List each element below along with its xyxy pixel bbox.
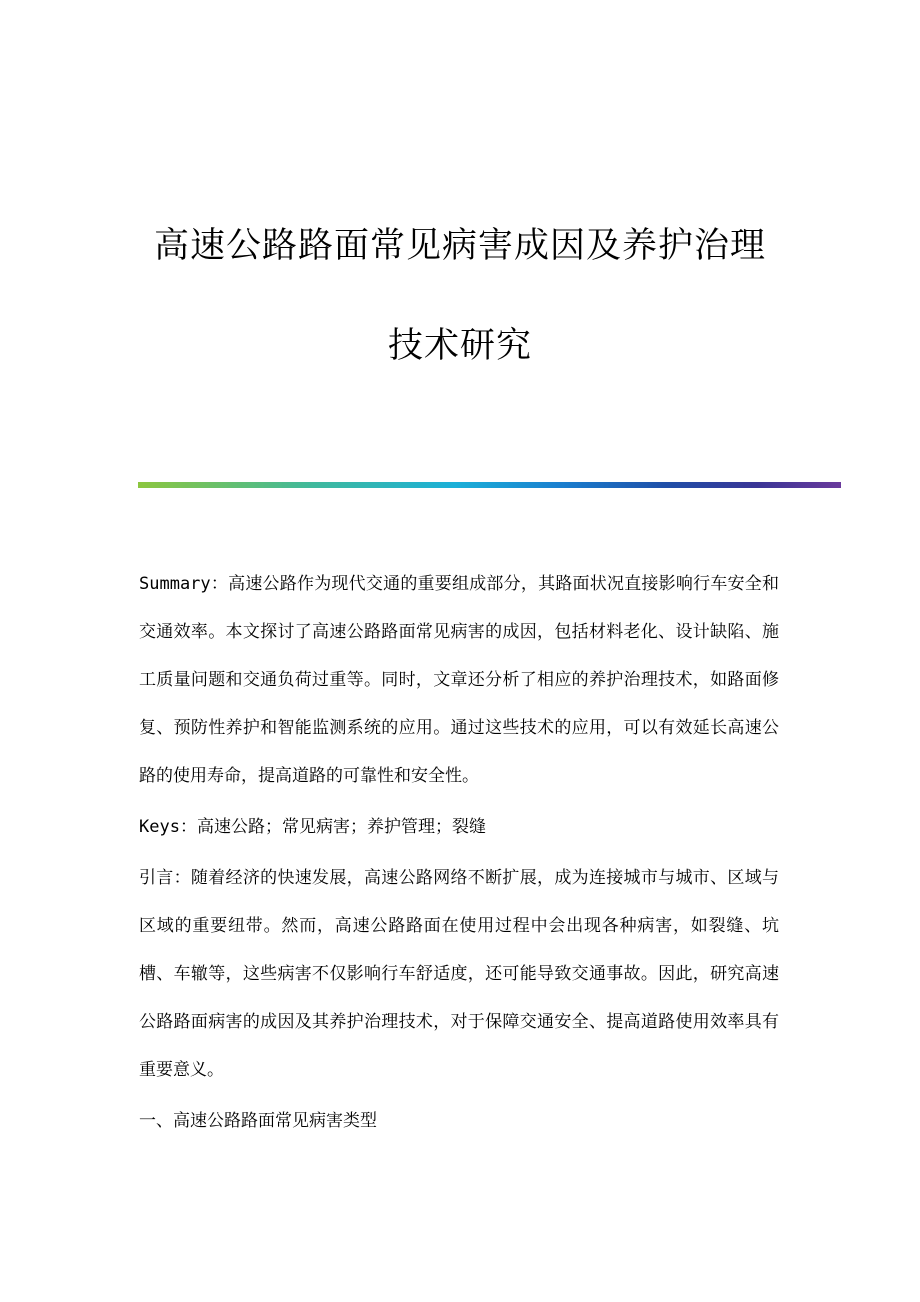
keys-paragraph — [139, 803, 779, 851]
document-body — [139, 560, 779, 1145]
summary-text: 高速公路作为现代交通的重要组成部分，其路面状况直接影响行车安全和交通效率。本文探讨了高速公路路面常见病害的成因，包括材料老化、设计缺陷、施工质量问题和交通负荷过重等。同时，文章还分析了相应的养护治理技术，如路面修复、预防性养护和智能监测系统的应用。通过这些技术的应用，可以有效延长高速公路的使用寿命，提高道路的可靠性和安全性。 — [139, 574, 779, 786]
section-1-heading: 一、高速公路路面常见病害类型 — [139, 1111, 377, 1131]
keys-label: Keys： — [139, 817, 197, 837]
document-title-line-1: 高速公路路面常见病害成因及养护治理 — [153, 226, 766, 266]
gradient-divider — [138, 482, 841, 488]
intro-label: 引言： — [139, 868, 191, 888]
summary-paragraph — [139, 560, 779, 800]
summary-label: Summary： — [139, 574, 229, 594]
intro-text: 随着经济的快速发展，高速公路网络不断扩展，成为连接城市与城市、区域与区域的重要纽带。然而，高速公路路面在使用过程中会出现各种病害，如裂缝、坑槽、车辙等，这些病害不仅影响行车舒适度，还可能导致交通事故。因此，研究高速公路路面病害的成因及其养护治理技术，对于保障交通安全、提高道路使用效率具有重要意义。 — [139, 868, 780, 1080]
keys-text: 高速公路；常见病害；养护管理；裂缝 — [196, 817, 486, 837]
intro-paragraph — [139, 854, 779, 1094]
document-title-line-2: 技术研究 — [387, 326, 532, 366]
